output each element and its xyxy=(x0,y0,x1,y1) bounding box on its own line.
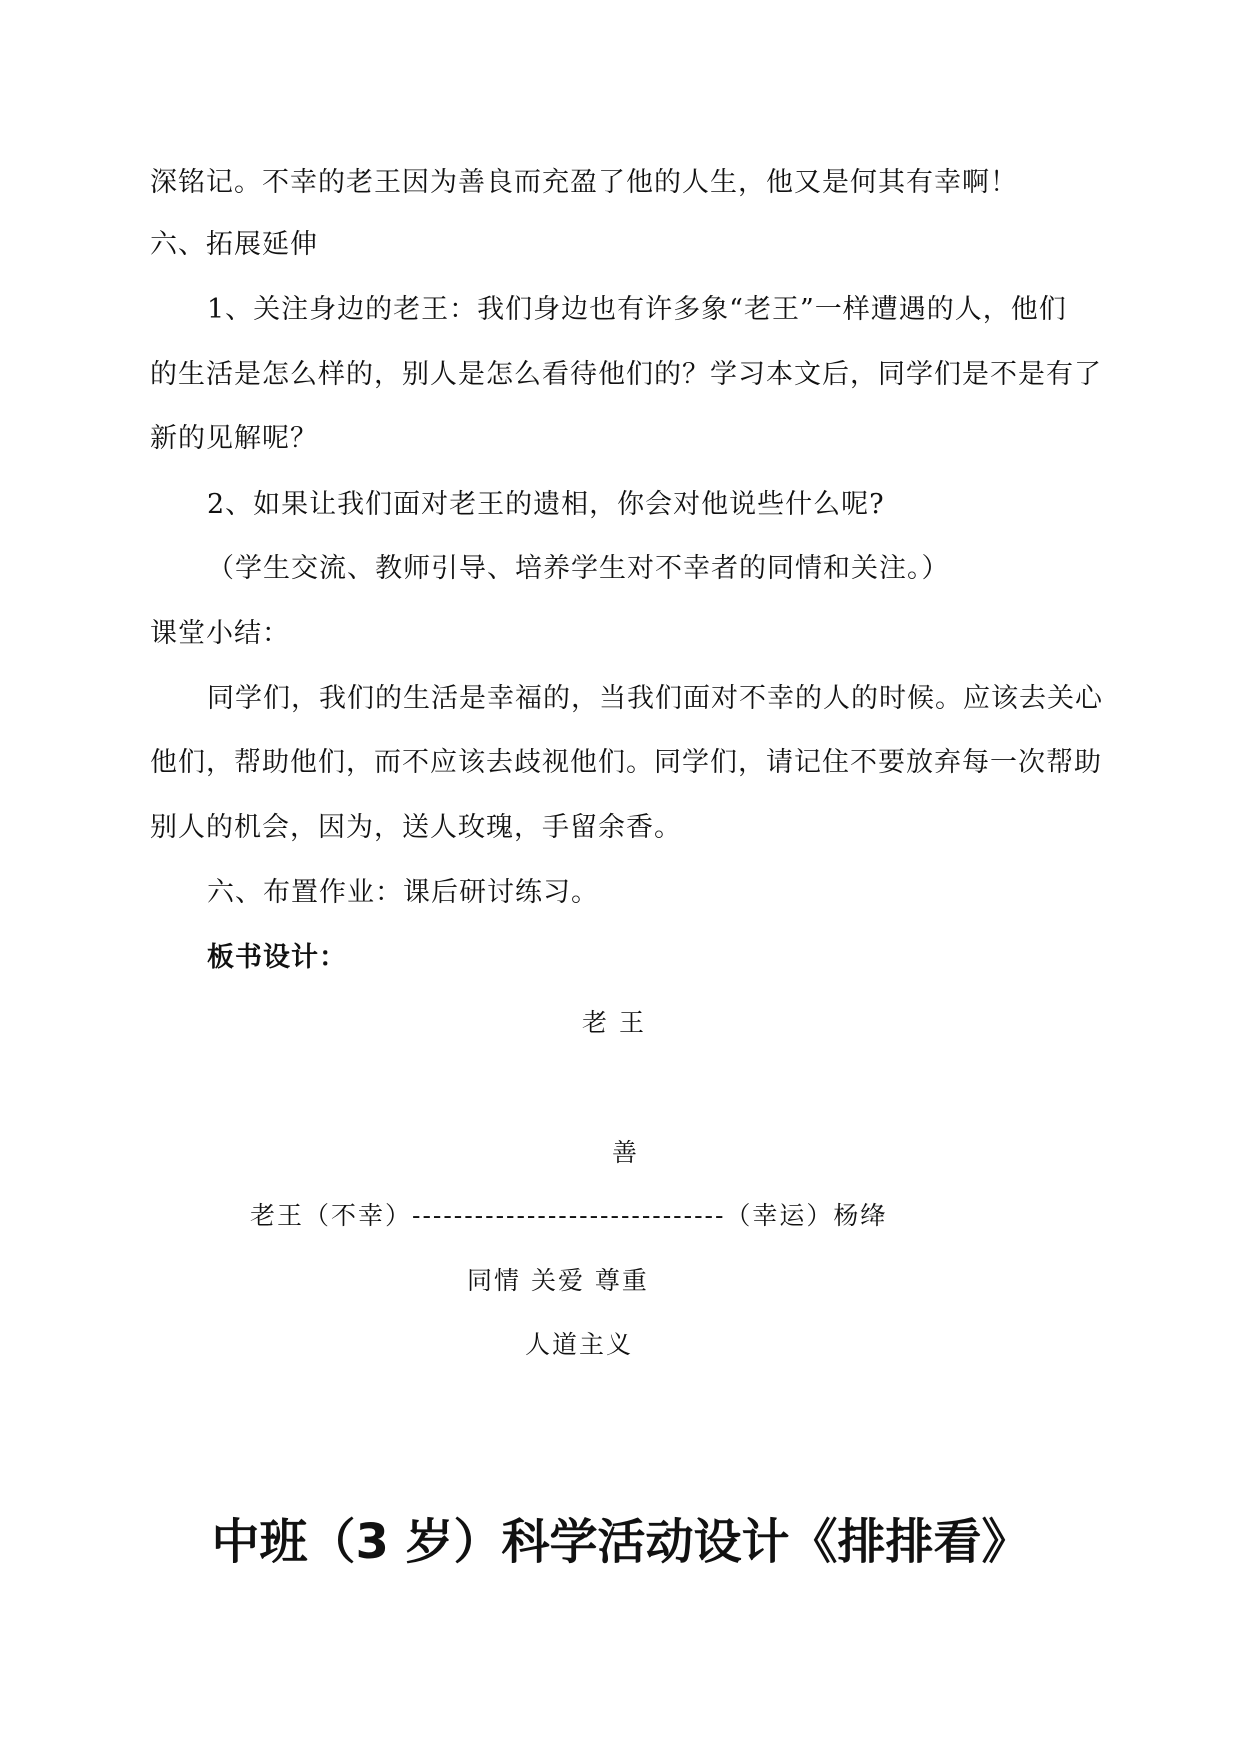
board-values: 同情 关爱 尊重 xyxy=(467,1266,649,1295)
paragraph-line: 同学们，我们的生活是幸福的，当我们面对不幸的人的时候。应该去关心 xyxy=(207,683,1103,714)
paragraph-line: 深铭记。不幸的老王因为善良而充盈了他的人生，他又是何其有幸啊！ xyxy=(150,167,1018,198)
paragraph-line: 别人的机会，因为，送人玫瑰，手留余香。 xyxy=(150,812,682,843)
paragraph-line: 的生活是怎么样的，别人是怎么看待他们的？学习本文后，同学们是不是有了 xyxy=(150,359,1102,390)
next-section-title: 中班（3 岁）科学活动设计《排排看》 xyxy=(211,1514,1030,1570)
board-ism: 人道主义 xyxy=(525,1330,634,1359)
paragraph-line: 他们，帮助他们，而不应该去歧视他们。同学们，请记住不要放弃每一次帮助 xyxy=(150,747,1102,778)
section-heading-extend: 六、拓展延伸 xyxy=(150,229,318,260)
section-heading-board: 板书设计： xyxy=(207,942,347,973)
board-kindness: 善 xyxy=(612,1138,640,1167)
board-relation: 老王（不幸）------------------------------（幸运）杨绛 xyxy=(250,1201,888,1230)
paragraph-line: （学生交流、教师引导、培养学生对不幸者的同情和关注。） xyxy=(207,553,950,584)
paragraph-line: 新的见解呢？ xyxy=(150,423,318,454)
paragraph-line: 六、布置作业：课后研讨练习。 xyxy=(207,877,599,908)
board-title: 老 王 xyxy=(582,1008,646,1037)
paragraph-line: 2、如果让我们面对老王的遗相，你会对他说些什么呢? xyxy=(207,489,885,520)
paragraph-line: 1、关注身边的老王：我们身边也有许多象“老王”一样遭遇的人，他们 xyxy=(207,294,1067,325)
section-heading-summary: 课堂小结： xyxy=(150,618,290,649)
